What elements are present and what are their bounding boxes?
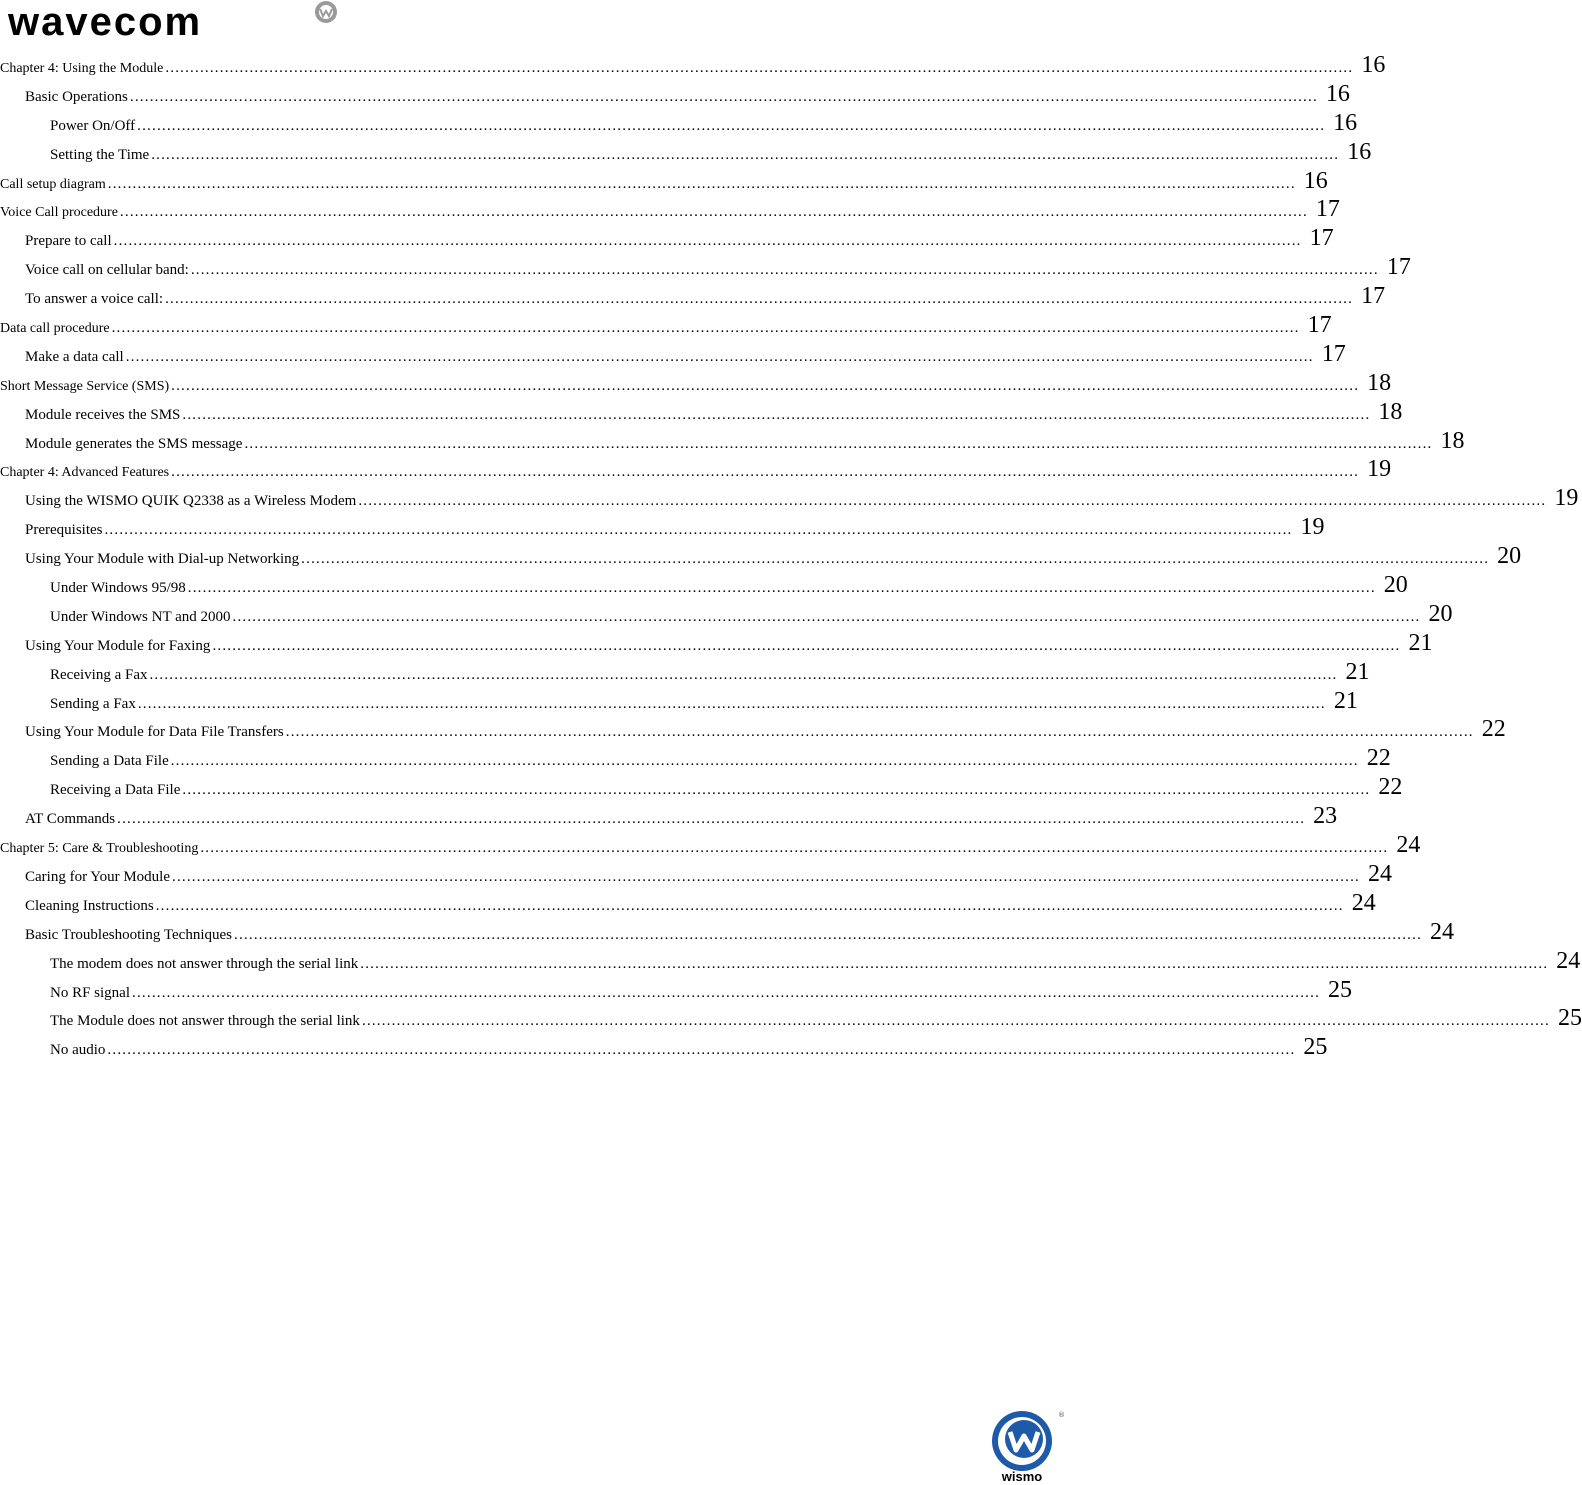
toc-entry[interactable]	[0, 832, 1421, 861]
toc-entry[interactable]	[0, 687, 1358, 717]
toc-entry[interactable]	[0, 745, 1391, 774]
toc-page-number: 25	[1303, 1034, 1328, 1061]
toc-entry-title: Data call procedure	[0, 321, 110, 337]
toc-dot-leader	[156, 898, 1344, 915]
toc-dot-leader	[360, 956, 1548, 973]
toc-page-number: 16	[1361, 52, 1386, 78]
toc-entry-title: No audio	[50, 1042, 106, 1059]
wismo-logo-text: wismo	[1001, 1469, 1043, 1484]
toc-dot-leader	[112, 320, 1300, 337]
toc-page-number: 21	[1408, 629, 1433, 656]
toc-entry[interactable]	[0, 196, 1340, 225]
toc-entry-title: Voice call on cellular band:	[25, 262, 189, 279]
toc-dot-leader	[130, 89, 1318, 106]
toc-entry[interactable]	[0, 312, 1332, 341]
toc-page-number: 17	[1321, 340, 1346, 367]
wavecom-logo-text: wavecom	[8, 0, 203, 44]
toc-entry[interactable]	[0, 918, 1455, 948]
toc-dot-leader	[362, 1013, 1550, 1030]
toc-page-number: 16	[1325, 80, 1350, 107]
toc-dot-leader	[114, 233, 1302, 250]
toc-entry[interactable]	[0, 485, 1579, 514]
toc-entry[interactable]	[0, 283, 1386, 312]
toc-dot-leader	[171, 378, 1359, 395]
toc-dot-leader	[233, 609, 1421, 626]
toc-entry[interactable]	[0, 1034, 1328, 1063]
toc-entry-title: Under Windows 95/98	[50, 580, 186, 597]
toc-page-number: 21	[1345, 658, 1370, 685]
toc-entry-title: Using Your Module for Faxing	[25, 637, 211, 654]
toc-page-number: 20	[1497, 543, 1522, 570]
toc-page-number: 19	[1300, 514, 1325, 541]
toc-page-number: 20	[1383, 572, 1408, 599]
toc-page-number: 17	[1386, 254, 1411, 281]
toc-entry[interactable]	[0, 658, 1370, 688]
table-of-contents	[0, 52, 1582, 1063]
wismo-logo	[982, 1408, 1064, 1484]
toc-dot-leader	[191, 262, 1379, 279]
toc-entry[interactable]	[0, 52, 1386, 81]
toc-page-number: 19	[1367, 456, 1392, 483]
toc-entry[interactable]	[0, 860, 1392, 890]
toc-entry[interactable]	[0, 340, 1346, 370]
toc-entry[interactable]	[0, 774, 1403, 803]
toc-entry[interactable]	[0, 889, 1376, 919]
toc-entry-title: Chapter 4: Using the Module	[0, 61, 164, 76]
toc-dot-leader	[149, 667, 1337, 684]
toc-entry-title: No RF signal	[50, 984, 131, 1001]
toc-dot-leader	[286, 724, 1474, 741]
toc-entry-title: Call setup diagram	[0, 176, 106, 192]
toc-entry-title: The modem does not answer through the serial link	[50, 955, 359, 972]
toc-page-number: 17	[1315, 196, 1340, 223]
toc-page-number: 25	[1557, 1005, 1582, 1032]
toc-page-number: 24	[1556, 947, 1581, 974]
toc-dot-leader	[117, 811, 1305, 828]
toc-dot-leader	[132, 985, 1320, 1002]
toc-page-number: 25	[1328, 976, 1353, 1003]
toc-dot-leader	[104, 522, 1292, 539]
toc-entry[interactable]	[0, 572, 1408, 601]
toc-dot-leader	[138, 696, 1326, 713]
toc-entry-title: Power On/Off	[50, 117, 136, 134]
toc-entry[interactable]	[0, 167, 1328, 197]
toc-entry-title: Voice Call procedure	[0, 205, 118, 221]
toc-entry-title: Basic Operations	[25, 88, 128, 105]
toc-entry-title: Using Your Module with Dial-up Networking	[25, 551, 300, 568]
toc-entry[interactable]	[0, 514, 1325, 543]
toc-dot-leader	[120, 204, 1308, 221]
toc-entry-title: Sending a Fax	[50, 695, 136, 712]
toc-dot-leader	[171, 753, 1359, 770]
toc-page-number: 19	[1554, 485, 1579, 512]
toc-dot-leader	[244, 436, 1432, 453]
toc-page-number: 24	[1430, 918, 1455, 945]
toc-page-number: 17	[1307, 312, 1332, 339]
toc-entry-title: Make a data call	[25, 348, 124, 365]
toc-entry-title: Under Windows NT and 2000	[50, 608, 231, 625]
toc-entry[interactable]	[0, 225, 1334, 254]
toc-dot-leader	[234, 927, 1422, 944]
toc-page-number: 20	[1428, 600, 1453, 627]
toc-page-number: 23	[1313, 803, 1338, 830]
toc-entry-title: Prerequisites	[25, 522, 103, 539]
toc-entry[interactable]	[0, 543, 1522, 572]
toc-entry[interactable]	[0, 398, 1403, 428]
toc-entry[interactable]	[0, 600, 1453, 630]
toc-entry-title: The Module does not answer through the serial link	[50, 1013, 360, 1030]
toc-entry-title: Module generates the SMS message	[25, 435, 243, 452]
toc-entry[interactable]	[0, 947, 1581, 977]
toc-dot-leader	[137, 118, 1325, 135]
toc-entry[interactable]	[0, 629, 1433, 659]
toc-page-number: 22	[1378, 774, 1403, 801]
toc-page-number: 24	[1396, 832, 1421, 859]
toc-page-number: 17	[1361, 283, 1386, 310]
toc-entry-title: Cleaning Instructions	[25, 897, 154, 914]
toc-entry-title: Module receives the SMS	[25, 406, 181, 423]
toc-dot-leader	[212, 638, 1400, 655]
toc-dot-leader	[172, 869, 1360, 886]
toc-entry[interactable]	[0, 138, 1372, 168]
toc-dot-leader	[200, 840, 1388, 857]
toc-page-number: 22	[1481, 716, 1506, 743]
toc-page-number: 18	[1378, 398, 1403, 425]
toc-entry-title: To answer a voice call:	[25, 291, 164, 308]
toc-dot-leader	[126, 349, 1314, 366]
toc-entry[interactable]	[0, 80, 1350, 110]
toc-entry[interactable]	[0, 1005, 1582, 1034]
toc-entry[interactable]	[0, 716, 1506, 745]
toc-dot-leader	[107, 1042, 1295, 1059]
toc-entry[interactable]	[0, 803, 1338, 832]
toc-page-number: 24	[1368, 860, 1392, 887]
toc-page-number: 18	[1440, 427, 1465, 454]
toc-entry-title: Prepare to call	[25, 233, 112, 250]
toc-entry-title: Caring for Your Module	[25, 868, 170, 885]
toc-entry[interactable]	[0, 369, 1392, 399]
toc-entry-title: Sending a Data File	[50, 753, 169, 770]
toc-entry[interactable]	[0, 109, 1358, 139]
toc-page-number: 21	[1333, 687, 1358, 714]
toc-dot-leader	[182, 782, 1370, 799]
toc-page-number: 16	[1303, 167, 1328, 194]
wavecom-emblem-icon	[315, 1, 337, 23]
wismo-emblem-icon	[992, 1411, 1052, 1471]
toc-dot-leader	[151, 147, 1339, 164]
toc-entry-title: Setting the Time	[50, 146, 150, 163]
toc-entry-title: Short Message Service (SMS)	[0, 378, 170, 394]
toc-page-number: 16	[1333, 109, 1358, 136]
toc-entry-title: Receiving a Fax	[50, 666, 148, 683]
toc-page-number: 16	[1347, 138, 1372, 165]
toc-entry-title: Basic Troubleshooting Techniques	[25, 926, 233, 943]
svg-text:®: ®	[1058, 1411, 1065, 1419]
wavecom-logo	[8, 0, 338, 42]
toc-page-number: 24	[1351, 889, 1376, 916]
toc-dot-leader	[165, 291, 1353, 308]
toc-entry-title: Receiving a Data File	[50, 782, 181, 799]
toc-dot-leader	[108, 176, 1296, 193]
toc-entry-title: Chapter 5: Care & Troubleshooting	[0, 841, 199, 857]
toc-page-number: 17	[1309, 225, 1334, 252]
toc-entry-title: Chapter 4: Advanced Features	[0, 465, 170, 481]
toc-entry-title: Using the WISMO QUIK Q2338 as a Wireless Modem	[25, 493, 357, 510]
toc-dot-leader	[188, 580, 1376, 597]
toc-entry[interactable]	[0, 427, 1465, 457]
toc-entry[interactable]	[0, 254, 1411, 283]
toc-dot-leader	[165, 60, 1353, 77]
toc-entry[interactable]	[0, 976, 1353, 1006]
toc-entry-title: AT Commands	[25, 811, 116, 828]
toc-page-number: 18	[1367, 369, 1392, 396]
toc-page-number: 22	[1366, 745, 1391, 772]
toc-dot-leader	[171, 464, 1359, 481]
toc-entry-title: Using Your Module for Data File Transfers	[25, 724, 284, 741]
toc-entry[interactable]	[0, 456, 1392, 485]
toc-dot-leader	[358, 493, 1546, 510]
toc-dot-leader	[182, 407, 1370, 424]
toc-dot-leader	[301, 551, 1489, 568]
